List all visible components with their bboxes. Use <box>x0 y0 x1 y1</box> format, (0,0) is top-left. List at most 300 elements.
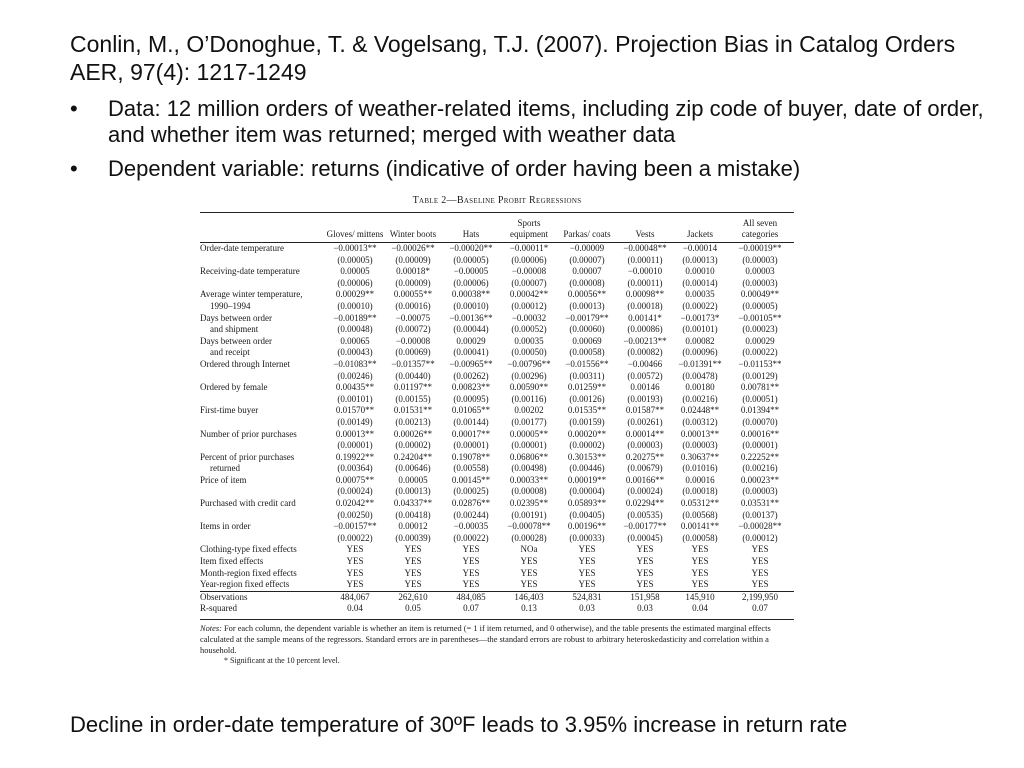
std-error-row <box>200 347 794 359</box>
table-cell: −0.00035 <box>453 521 489 532</box>
table-cell: −0.00008 <box>511 266 547 277</box>
bullet-dot-icon: • <box>70 156 78 181</box>
table-cell: YES <box>404 544 422 555</box>
table-cell: YES <box>462 556 480 567</box>
table-cell: (0.00058) <box>682 532 718 543</box>
row-label: Percent of prior purchases <box>200 451 295 462</box>
table-cell: 0.00038** <box>451 289 491 300</box>
table-cell: 0.00590** <box>509 382 549 393</box>
table-cell: YES <box>346 556 364 567</box>
table-cell: YES <box>520 579 538 590</box>
table-cell: 146,403 <box>500 591 558 603</box>
std-error-row <box>200 255 794 267</box>
table-cell: −0.00213** <box>623 335 667 346</box>
table-cell: 0.00042** <box>509 289 549 300</box>
table-cell: 0.00056** <box>567 289 607 300</box>
column-header: All seven categories <box>726 215 794 243</box>
table-cell: −0.00008 <box>395 335 431 346</box>
table-cell: 0.07 <box>463 603 479 614</box>
table-cell: (0.00003) <box>682 440 718 451</box>
table-cell: 2,199,950 <box>726 591 794 603</box>
row-label: Days between order <box>200 312 272 323</box>
table-cell: YES <box>520 556 538 567</box>
table-cell: 0.00098** <box>625 289 665 300</box>
coefficient-row <box>200 429 794 441</box>
table-cell: 0.00005 <box>340 266 370 277</box>
table-cell: (0.00001) <box>742 440 778 451</box>
row-label: Observations <box>200 591 326 603</box>
table-cell: (0.00096) <box>682 347 718 358</box>
table-cell: (0.00005) <box>337 254 373 265</box>
table-cell: −0.00078** <box>507 521 551 532</box>
row-label: Number of prior purchases <box>200 428 297 439</box>
table-cell: (0.00558) <box>453 463 489 474</box>
table-cell: 0.03 <box>637 603 653 614</box>
table-cell: (0.00129) <box>742 370 778 381</box>
coefficient-row <box>200 475 794 487</box>
table-cell: 0.04 <box>347 603 363 614</box>
table-cell: (0.00101) <box>682 324 718 335</box>
conclusion-text: Decline in order-date temperature of 30ºF leads to 3.95% increase in return rate <box>70 712 848 737</box>
coefficient-row <box>200 498 794 510</box>
table-caption: Table 2—Baseline Probit Regressions <box>412 195 582 206</box>
row-label: Order-date temperature <box>200 243 285 253</box>
row-label: 1990–1994 <box>210 300 251 311</box>
table-cell: (0.00003) <box>742 254 778 265</box>
table-cell: 0.00035 <box>685 289 715 300</box>
table-cell: (0.00001) <box>337 440 373 451</box>
slide-title: Conlin, M., O’Donoghue, T. & Vogelsang, T.J. (2007). Projection Bias in Catalog Orders AER, 97(4): 1217-1249 <box>70 31 956 85</box>
table-cell: (0.00024) <box>337 486 373 497</box>
table-cell: −0.00179** <box>565 312 609 323</box>
table-cell: (0.00095) <box>453 393 489 404</box>
table-cell: 0.00019** <box>567 474 607 485</box>
table-cell: (0.00012) <box>742 532 778 543</box>
std-error-row <box>200 301 794 313</box>
table-cell: (0.00072) <box>395 324 431 335</box>
table-cell: 0.00018* <box>396 266 430 277</box>
table-cell: 0.00823** <box>451 382 491 393</box>
table-cell: (0.00149) <box>337 416 373 427</box>
table-top-rule <box>200 212 794 213</box>
table-cell: (0.00007) <box>569 254 605 265</box>
table-cell: −0.00019** <box>738 243 782 253</box>
table-cell: (0.00022) <box>742 347 778 358</box>
row-label: and receipt <box>210 347 250 358</box>
table-notes <box>200 619 794 656</box>
table-cell: −0.00466 <box>627 358 663 369</box>
table-cell: YES <box>462 567 480 578</box>
row-label: Ordered through Internet <box>200 358 290 369</box>
table-cell: −0.00020** <box>449 243 493 253</box>
table-cell: (0.00101) <box>337 393 373 404</box>
table-cell: 0.05893** <box>567 498 607 509</box>
table-cell: NOa <box>520 544 538 555</box>
column-header: Sports equipment <box>500 215 558 243</box>
regression-table <box>200 215 794 615</box>
table-cell: −0.00189** <box>333 312 377 323</box>
row-label <box>200 371 326 383</box>
table-cell: 0.00003 <box>745 266 775 277</box>
table-cell: 0.01531** <box>393 405 433 416</box>
table-cell: (0.00041) <box>453 347 489 358</box>
table-cell: 0.00141** <box>680 521 720 532</box>
table-cell: (0.00478) <box>682 370 718 381</box>
regression-table-image <box>200 195 794 689</box>
table-cell: (0.00009) <box>395 277 431 288</box>
table-cell: (0.00244) <box>453 509 489 520</box>
table-cell: 0.01259** <box>567 382 607 393</box>
table-header-row <box>200 215 794 243</box>
table-cell: 262,610 <box>384 591 442 603</box>
table-cell: (0.00011) <box>627 277 663 288</box>
table-cell: YES <box>404 579 422 590</box>
coefficient-row <box>200 359 794 371</box>
bullet-list <box>70 96 1000 190</box>
row-label: Items in order <box>200 521 251 532</box>
table-cell: (0.00016) <box>395 300 431 311</box>
table-cell: 0.30637** <box>680 451 720 462</box>
table-cell: (0.00013) <box>569 300 605 311</box>
table-cell: (0.00216) <box>742 463 778 474</box>
table-cell: (0.00006) <box>453 277 489 288</box>
table-cell: 0.04 <box>692 603 708 614</box>
table-cell: 0.00435** <box>335 382 375 393</box>
row-label: First-time buyer <box>200 405 259 416</box>
row-label: and shipment <box>210 324 259 335</box>
table-cell: −0.00075 <box>395 312 431 323</box>
row-label: Average winter temperature, <box>200 289 303 300</box>
table-cell: −0.01391** <box>678 358 722 369</box>
table-cell: (0.00006) <box>511 254 547 265</box>
table-cell: 0.00017** <box>451 428 491 439</box>
table-cell: −0.00173* <box>680 312 720 323</box>
table-cell: 0.01394** <box>740 405 780 416</box>
coefficient-row <box>200 452 794 464</box>
table-cell: (0.00001) <box>511 440 547 451</box>
table-cell: 0.03 <box>579 603 595 614</box>
table-cell: 0.02876** <box>451 498 491 509</box>
table-cell: 0.03531** <box>740 498 780 509</box>
table-cell: (0.00009) <box>395 254 431 265</box>
row-label <box>200 278 326 290</box>
table-cell: (0.00022) <box>337 532 373 543</box>
table-cell: −0.00032 <box>511 312 547 323</box>
coefficient-row <box>200 313 794 325</box>
table-cell: 0.19922** <box>335 451 375 462</box>
table-cell: 0.00075** <box>335 474 375 485</box>
table-cell: 0.00013** <box>335 428 375 439</box>
table-cell: −0.01083** <box>333 358 377 369</box>
table-cell: (0.00144) <box>453 416 489 427</box>
table-cell: (0.00296) <box>511 370 547 381</box>
table-cell: 0.00005 <box>398 474 428 485</box>
table-cell: 0.00196** <box>567 521 607 532</box>
table-cell: −0.01153** <box>738 358 782 369</box>
stats-row <box>200 591 794 603</box>
table-cell: 0.22252** <box>740 451 780 462</box>
coefficient-row <box>200 243 794 255</box>
table-cell: (0.00572) <box>627 370 663 381</box>
table-cell: YES <box>346 567 364 578</box>
table-cell: 0.00146 <box>630 382 660 393</box>
row-label <box>200 255 326 267</box>
row-label: Item fixed effects <box>200 556 264 567</box>
row-label: R-squared <box>200 603 237 614</box>
table-cell: 0.19078** <box>451 451 491 462</box>
table-cell: YES <box>578 544 596 555</box>
row-label: Ordered by female <box>200 382 268 393</box>
table-cell: (0.00045) <box>627 532 663 543</box>
table-cell: (0.00022) <box>453 532 489 543</box>
table-cell: 0.00026** <box>393 428 433 439</box>
table-cell: (0.00024) <box>627 486 663 497</box>
row-label <box>200 440 326 452</box>
table-cell: (0.00418) <box>395 509 431 520</box>
table-cell: (0.00086) <box>627 324 663 335</box>
table-cell: 0.24204** <box>393 451 433 462</box>
table-cell: 0.00013** <box>680 428 720 439</box>
table-cell: 0.00033** <box>509 474 549 485</box>
table-cell: (0.00116) <box>511 393 547 404</box>
table-cell: YES <box>751 567 769 578</box>
table-cell: −0.00013** <box>333 243 377 253</box>
table-cell: 484,085 <box>442 591 500 603</box>
bullet-dot-icon: • <box>70 96 78 121</box>
row-label: Receiving-date temperature <box>200 266 300 277</box>
table-cell: (0.00246) <box>337 370 373 381</box>
table-cell: (0.00311) <box>569 370 605 381</box>
row-label <box>200 417 326 429</box>
table-cell: (0.00568) <box>682 509 718 520</box>
bullet-item <box>70 96 1000 148</box>
table-cell: 0.00014** <box>625 428 665 439</box>
column-header: Hats <box>442 215 500 243</box>
table-cell: 0.00005** <box>509 428 549 439</box>
significance-footnote: * Significant at the 10 percent level. <box>224 656 340 665</box>
table-cell: 0.30153** <box>567 451 607 462</box>
table-cell: (0.00155) <box>395 393 431 404</box>
table-cell: 0.00065 <box>340 335 370 346</box>
table-cell: (0.00262) <box>453 370 489 381</box>
table-cell: −0.00011* <box>509 243 549 253</box>
table-cell: YES <box>462 579 480 590</box>
table-cell: (0.00159) <box>569 416 605 427</box>
table-cell: (0.00006) <box>337 277 373 288</box>
table-cell: (0.00001) <box>453 440 489 451</box>
table-cell: (0.00191) <box>511 509 547 520</box>
table-cell: −0.01357** <box>391 358 435 369</box>
table-cell: YES <box>691 579 709 590</box>
table-cell: −0.00796** <box>507 358 551 369</box>
table-cell: (0.00010) <box>337 300 373 311</box>
table-cell: (0.00213) <box>395 416 431 427</box>
table-cell: 0.00082 <box>685 335 715 346</box>
std-error-row <box>200 510 794 522</box>
table-cell: −0.00157** <box>333 521 377 532</box>
table-cell: YES <box>346 579 364 590</box>
row-label: Purchased with credit card <box>200 498 296 509</box>
table-cell: (0.00082) <box>627 347 663 358</box>
table-cell: (0.00033) <box>569 532 605 543</box>
table-cell: (0.00043) <box>337 347 373 358</box>
table-cell: −0.00010 <box>627 266 663 277</box>
table-cell: 524,831 <box>558 591 616 603</box>
table-cell: (0.00002) <box>569 440 605 451</box>
table-cell: YES <box>691 556 709 567</box>
coefficient-row <box>200 266 794 278</box>
table-cell: 0.00180 <box>685 382 715 393</box>
table-cell: (0.00069) <box>395 347 431 358</box>
column-header: Parkas/ coats <box>558 215 616 243</box>
table-cell: (0.00052) <box>511 324 547 335</box>
table-cell: (0.00013) <box>682 254 718 265</box>
std-error-row <box>200 463 794 475</box>
table-cell: 0.00166** <box>625 474 665 485</box>
table-cell: (0.00050) <box>511 347 547 358</box>
table-cell: 0.00781** <box>740 382 780 393</box>
column-header: Winter boots <box>384 215 442 243</box>
std-error-row <box>200 417 794 429</box>
table-cell: 145,910 <box>674 591 726 603</box>
table-cell: 484,067 <box>326 591 384 603</box>
stats-row <box>200 603 794 615</box>
table-cell: 0.13 <box>521 603 537 614</box>
table-cell: 0.00020** <box>567 428 607 439</box>
table-cell: 0.00202 <box>514 405 544 416</box>
table-cell: (0.00003) <box>742 277 778 288</box>
table-cell: (0.00003) <box>627 440 663 451</box>
table-cell: (0.00535) <box>627 509 663 520</box>
table-cell: (0.00002) <box>395 440 431 451</box>
table-cell: (0.00028) <box>511 532 547 543</box>
table-cell: 0.02042** <box>335 498 375 509</box>
table-cell: (0.00044) <box>453 324 489 335</box>
table-cell: (0.00018) <box>627 300 663 311</box>
fixed-effects-row <box>200 556 794 568</box>
table-cell: −0.00026** <box>391 243 435 253</box>
table-cell: −0.00028** <box>738 521 782 532</box>
table-cell: 0.01197** <box>394 382 432 393</box>
column-header: Jackets <box>674 215 726 243</box>
fixed-effects-row <box>200 579 794 591</box>
std-error-row <box>200 440 794 452</box>
table-cell: YES <box>404 567 422 578</box>
table-cell: (0.01016) <box>682 463 718 474</box>
std-error-row <box>200 324 794 336</box>
table-cell: (0.00018) <box>682 486 718 497</box>
coefficient-row <box>200 382 794 394</box>
table-cell: 0.05 <box>405 603 421 614</box>
table-cell: 0.00029** <box>335 289 375 300</box>
table-cell: (0.00250) <box>337 509 373 520</box>
row-label: returned <box>210 463 240 474</box>
row-label <box>200 533 326 545</box>
table-cell: (0.00446) <box>569 463 605 474</box>
fixed-effects-row <box>200 568 794 580</box>
table-cell: YES <box>691 567 709 578</box>
table-cell: 0.00029 <box>456 335 486 346</box>
table-cell: (0.00025) <box>453 486 489 497</box>
coefficient-row <box>200 521 794 533</box>
row-label: Month-region fixed effects <box>200 567 297 578</box>
table-cell: (0.00312) <box>682 416 718 427</box>
table-cell: 0.05312** <box>680 498 720 509</box>
table-cell: (0.00003) <box>742 486 778 497</box>
table-cell: −0.00005 <box>453 266 489 277</box>
table-cell: YES <box>751 579 769 590</box>
notes-text: For each column, the dependent variable is whether an item is returned (= 1 if item returned, and 0 otherwise), and the table presents the estimated marginal effects calculated at the sample means of the regressors. Standard errors are in parentheses—the standard errors are robust to arbitrary heteroskedasticity and correlation within a household. <box>200 624 771 655</box>
row-label: Days between order <box>200 335 272 346</box>
table-cell: 0.00055** <box>393 289 433 300</box>
table-cell: YES <box>578 567 596 578</box>
table-cell: YES <box>404 556 422 567</box>
table-cell: 0.01535** <box>567 405 607 416</box>
column-header: Vests <box>616 215 674 243</box>
column-header: Gloves/ mittens <box>326 215 384 243</box>
table-cell: −0.00014 <box>682 243 718 253</box>
table-cell: 0.00016** <box>740 428 780 439</box>
row-label <box>200 486 326 498</box>
column-header <box>200 215 326 243</box>
table-cell: 0.00007 <box>572 266 602 277</box>
table-cell: (0.00405) <box>569 509 605 520</box>
table-cell: 0.01570** <box>335 405 375 416</box>
table-cell: (0.00048) <box>337 324 373 335</box>
table-cell: (0.00060) <box>569 324 605 335</box>
std-error-row <box>200 278 794 290</box>
table-cell: YES <box>751 556 769 567</box>
table-cell: (0.00646) <box>395 463 431 474</box>
table-cell: (0.00440) <box>395 370 431 381</box>
table-cell: 0.06806** <box>509 451 549 462</box>
table-cell: −0.00048** <box>623 243 667 253</box>
table-cell: (0.00364) <box>337 463 373 474</box>
row-label: Year-region fixed effects <box>200 579 290 590</box>
table-cell: −0.00965** <box>449 358 493 369</box>
table-cell: YES <box>520 567 538 578</box>
table-cell: (0.00261) <box>627 416 663 427</box>
table-cell: 0.00029 <box>745 335 775 346</box>
table-cell: (0.00193) <box>627 393 663 404</box>
row-label: Clothing-type fixed effects <box>200 544 297 555</box>
table-cell: 0.01587** <box>625 405 665 416</box>
table-cell: −0.00136** <box>449 312 493 323</box>
table-cell: (0.00070) <box>742 416 778 427</box>
table-cell: 0.01065** <box>451 405 491 416</box>
table-cell: −0.00177** <box>623 521 667 532</box>
table-cell: (0.00177) <box>511 416 547 427</box>
table-cell: YES <box>462 544 480 555</box>
table-cell: YES <box>636 567 654 578</box>
table-cell: 0.00012 <box>398 521 428 532</box>
table-cell: (0.00008) <box>511 486 547 497</box>
row-label <box>200 510 326 522</box>
table-cell: 0.00145** <box>451 474 491 485</box>
row-label <box>200 394 326 406</box>
table-cell: YES <box>346 544 364 555</box>
table-cell: (0.00498) <box>511 463 547 474</box>
table-cell: (0.00005) <box>453 254 489 265</box>
table-cell: YES <box>578 579 596 590</box>
table-cell: (0.00013) <box>395 486 431 497</box>
table-cell: (0.00022) <box>682 300 718 311</box>
table-cell: −0.00105** <box>738 312 782 323</box>
table-cell: 0.20275** <box>625 451 665 462</box>
table-cell: 0.02395** <box>509 498 549 509</box>
table-cell: YES <box>691 544 709 555</box>
table-cell: 0.00023** <box>740 474 780 485</box>
